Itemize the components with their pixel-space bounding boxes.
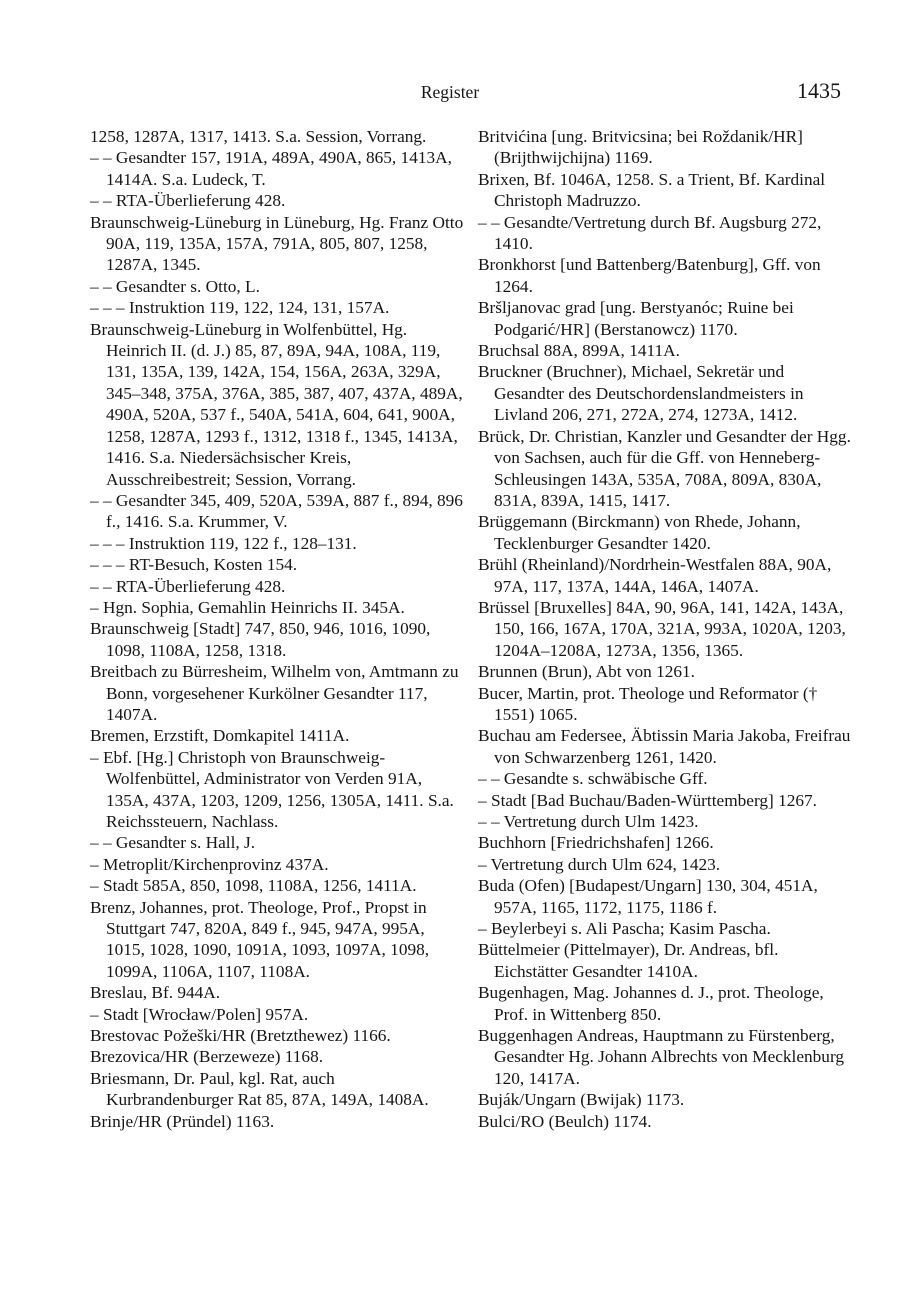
index-entry: – Hgn. Sophia, Gemahlin Heinrichs II. 345A. [90,597,405,617]
index-entry: – – – Instruktion 119, 122, 124, 131, 157A. [90,298,390,318]
index-entry: Bucer, Martin, prot. Theologe und Reformator († 1551) 1065. [478,683,818,724]
index-entry: Bršljanovac grad [ung. Berstyanóc; Ruine bei Podgarić/HR] (Berstanowcz) 1170. [478,298,794,339]
index-entry: – – RTA-Überlieferung 428. [90,191,286,211]
index-entry: Brühl (Rheinland)/Nordrhein-Westfalen 88A, 90A, 97A, 117, 137A, 144A, 146A, 1407A. [478,555,832,596]
index-entry: – – Gesandte s. schwäbische Gff. [478,769,708,789]
index-entry: – Beylerbeyi s. Ali Pascha; Kasim Pascha. [478,919,771,939]
index-entry: – Stadt [Wrocław/Polen] 957A. [90,1004,309,1024]
index-entry: – – Gesandter s. Hall, J. [90,833,256,853]
index-entry: Brück, Dr. Christian, Kanzler und Gesandter der Hgg. von Sachsen, auch für die Gff. von Henneberg-Schleusingen 143A, 535A, 708A, 809A, 830A, 831A, 839A, 1415, 1417. [478,426,851,510]
index-entry: – Ebf. [Hg.] Christoph von Braunschweig-Wolfenbüttel, Administrator von Verden 91A, 135A, 437A, 1203, 1209, 1256, 1305A, 1411. S.a. Reichssteuern, Nachlass. [90,747,454,831]
index-entry: Buchau am Federsee, Äbtissin Maria Jakoba, Freifrau von Schwarzenberg 1261, 1420. [478,726,851,767]
index-entry: 1258, 1287A, 1317, 1413. S.a. Session, Vorrang. [90,127,427,146]
index-entry: Bronkhorst [und Battenberg/Batenburg], Gff. von 1264. [478,255,821,296]
index-entry: – – – Instruktion 119, 122 f., 128–131. [90,533,357,553]
index-entry: Braunschweig-Lüneburg in Lüneburg, Hg. Franz Otto 90A, 119, 135A, 157A, 791A, 805, 807, 1258, 1287A, 1345. [90,212,464,275]
index-entry: Buchhorn [Friedrichshafen] 1266. [478,833,714,853]
index-entry: Briesmann, Dr. Paul, kgl. Rat, auch Kurbrandenburger Rat 85, 87A, 149A, 1408A. [90,1068,429,1110]
index-entry: Bruchsal 88A, 899A, 1411A. [478,341,680,361]
index-entry: Breslau, Bf. 944A. [90,983,221,1003]
index-entry: Britvićina [ung. Britvicsina; bei Roždanik/HR] (Brijthwijchijna) 1169. [478,127,803,168]
index-entry: Brunnen (Brun), Abt von 1261. [478,662,695,682]
index-entry: – Metroplit/Kirchenprovinz 437A. [90,854,329,874]
index-entry: Brinje/HR (Pründel) 1163. [90,1111,275,1131]
index-column-left [90,126,466,1132]
index-entry: Breitbach zu Bürresheim, Wilhelm von, Amtmann zu Bonn, vorgesehener Kurkölner Gesandter 117, 1407A. [90,662,459,724]
index-entry: Brixen, Bf. 1046A, 1258. S. a Trient, Bf. Kardinal Christoph Madruzzo. [478,169,826,211]
index-entry: Büttelmeier (Pittelmayer), Dr. Andreas, bfl. Eichstätter Gesandter 1410A. [478,940,779,981]
index-entry: Buda (Ofen) [Budapest/Ungarn] 130, 304, 451A, 957A, 1165, 1172, 1175, 1186 f. [478,876,818,917]
index-entry: – – Gesandter s. Otto, L. [90,276,260,296]
index-entry: Bulci/RO (Beulch) 1174. [478,1111,652,1131]
index-column-right [478,126,854,1132]
index-entry: – Stadt 585A, 850, 1098, 1108A, 1256, 1411A. [90,876,417,896]
index-entry: Brüggemann (Birckmann) von Rhede, Johann, Tecklenburger Gesandter 1420. [478,512,801,553]
index-entry: – Stadt [Bad Buchau/Baden-Württemberg] 1267. [478,790,817,810]
index-entry: Brenz, Johannes, prot. Theologe, Prof., Propst in Stuttgart 747, 820A, 849 f., 945, 947A, 995A, 1015, 1028, 1090, 1091A, 1093, 1097A, 1098, 1099A, 1106A, 1107, 1108A. [90,897,430,981]
index-entry: – – Gesandter 157, 191A, 489A, 490A, 865, 1413A, 1414A. S.a. Ludeck, T. [90,148,452,189]
index-entry: – – Gesandte/Vertretung durch Bf. Augsburg 272, 1410. [478,212,822,254]
index-entry: Bruckner (Bruchner), Michael, Sekretär und Gesandter des Deutschordenslandmeisters in Livland 206, 271, 272A, 274, 1273A, 1412. [478,362,804,425]
index-entry: Brezovica/HR (Berzeweze) 1168. [90,1047,324,1067]
index-entry: Braunschweig-Lüneburg in Wolfenbüttel, Hg. Heinrich II. (d. J.) 85, 87, 89A, 94A, 108A, 119, 131, 135A, 139, 142A, 154, 156A, 263A, 329A, 345–348, 375A, 376A, 385, 387, 407, 437A, 489A, 490A, 520A, 537 f., 540A, 541A, 604, 641, 900A, 1258, 1287A, 1293 f., 1312, 1318 f., 1345, 1413A, 1416. S.a. Niedersächsischer Kreis, Ausschreibestreit; Session, Vorrang. [90,319,463,489]
page-number: 1435 [797,78,841,103]
index-entry: – – Gesandter 345, 409, 520A, 539A, 887 f., 894, 896 f., 1416. S.a. Krummer, V. [90,490,463,532]
index-entry: Braunschweig [Stadt] 747, 850, 946, 1016, 1090, 1098, 1108A, 1258, 1318. [90,619,431,660]
index-entry: Brüssel [Bruxelles] 84A, 90, 96A, 141, 142A, 143A, 150, 166, 167A, 170A, 321A, 993A, 1020A, 1203, 1204A–1208A, 1273A, 1356, 1365. [478,597,846,660]
index-entry: Bugenhagen, Mag. Johannes d. J., prot. Theologe, Prof. in Wittenberg 850. [478,983,824,1024]
index-entry: Buggenhagen Andreas, Hauptmann zu Fürstenberg, Gesandter Hg. Johann Albrechts von Mecklenburg 120, 1417A. [478,1026,845,1088]
index-entry: Buják/Ungarn (Bwijak) 1173. [478,1090,685,1110]
index-entry: – – RTA-Überlieferung 428. [90,576,286,596]
index-entry: Brestovac Požeški/HR (Bretzthewez) 1166. [90,1026,391,1046]
index-entry: – – – RT-Besuch, Kosten 154. [90,555,298,575]
index-entry: – Vertretung durch Ulm 624, 1423. [478,854,721,874]
running-title: Register [420,82,480,102]
index-entry: Bremen, Erzstift, Domkapitel 1411A. [90,726,350,746]
index-entry: – – Vertretung durch Ulm 1423. [478,812,699,831]
